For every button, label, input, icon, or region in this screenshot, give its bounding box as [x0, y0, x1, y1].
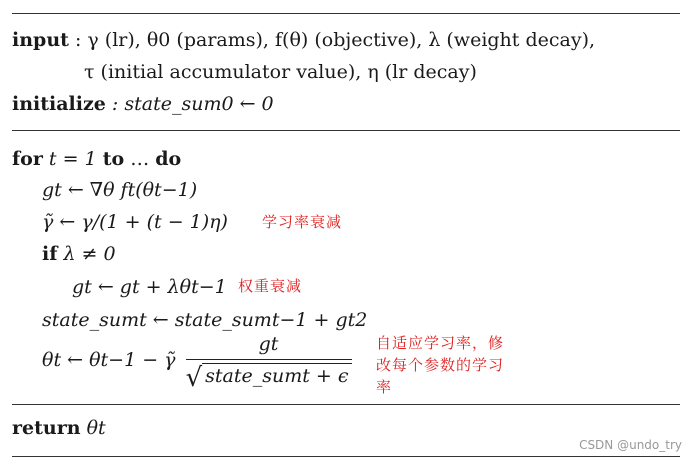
update-fraction — [185, 332, 352, 393]
for-expr: t = 1 — [48, 148, 97, 170]
input-line — [12, 28, 595, 52]
for-keyword: for — [12, 148, 43, 170]
state-sum-line: state_sumt ← state_sumt−1 + gt2 — [42, 309, 368, 331]
initialize-line — [12, 92, 274, 116]
gradient-line: gt ← ∇θ ft(θt−1) — [42, 179, 198, 201]
watermark: CSDN @undo_try — [579, 438, 682, 452]
update-line — [42, 332, 352, 393]
for-line — [12, 147, 181, 171]
input-params: : γ (lr), θ0 (params), f(θ) (objective), λ (weight decay), — [74, 29, 596, 51]
return-line — [12, 416, 106, 440]
header-rule — [12, 130, 680, 131]
if-line — [42, 242, 116, 266]
return-expr: θt — [86, 417, 106, 439]
sqrt-symbol-icon: √ — [185, 363, 203, 393]
adaptive-note-line-3: 率 — [376, 378, 393, 396]
input-params-continued: τ (initial accumulator value), η (lr decay) — [84, 61, 477, 83]
lr-decay-annotation: 学习率衰减 — [262, 213, 343, 231]
footer-rule — [12, 404, 680, 405]
return-keyword: return — [12, 417, 81, 439]
adaptive-note-line-2: 改每个参数的学习 — [376, 356, 505, 374]
bottom-rule — [12, 456, 680, 457]
input-label: input — [12, 29, 69, 51]
adaptive-lr-annotation — [376, 332, 504, 398]
initialize-expr: : state_sum0 ← 0 — [111, 93, 274, 115]
to-keyword: to — [102, 148, 125, 170]
weight-decay-annotation: 权重衰减 — [238, 277, 303, 295]
for-ellipsis: … — [130, 148, 150, 170]
update-numerator: gt — [186, 332, 352, 360]
update-lhs: θt ← θt−1 − γ̃ — [42, 349, 176, 371]
if-condition: λ ≠ 0 — [63, 243, 116, 265]
top-rule — [12, 13, 680, 14]
input-line-continued — [84, 60, 477, 84]
weight-decay-line: gt ← gt + λθt−1 — [72, 276, 227, 298]
update-denominator — [185, 360, 352, 393]
sqrt-radicand: state_sumt + ϵ — [202, 363, 351, 387]
lr-decay-line: γ̃ ← γ/(1 + (t − 1)η) — [42, 211, 228, 233]
adaptive-note-line-1: 自适应学习率，修 — [376, 334, 505, 352]
initialize-label: initialize — [12, 93, 106, 115]
if-keyword: if — [42, 243, 58, 265]
do-keyword: do — [155, 148, 182, 170]
